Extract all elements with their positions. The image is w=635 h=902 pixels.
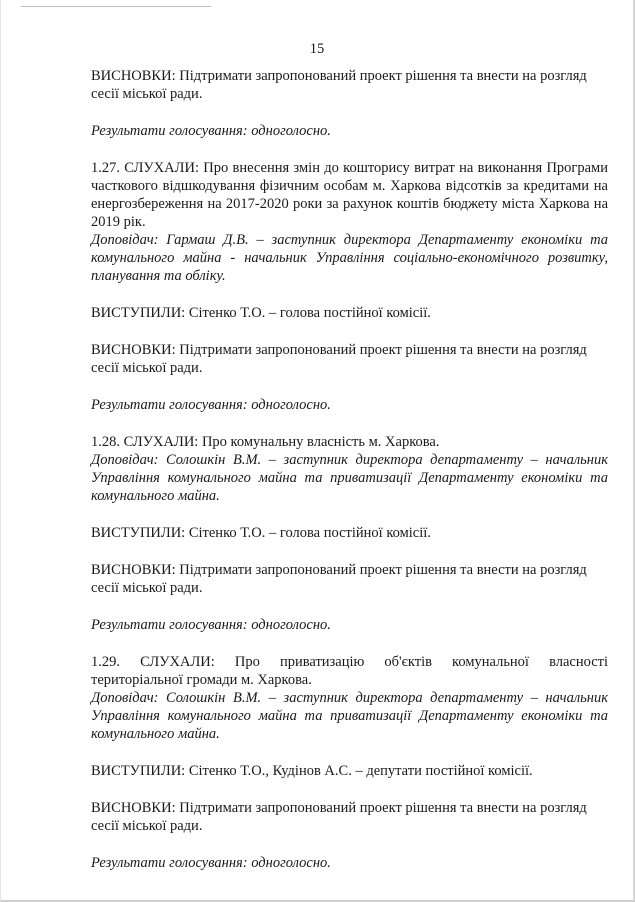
conclusion-text: Підтримати запропонований проект рішення та внести на розгляд [179,562,587,578]
item-1-29-heard-line2: територіальної громади м. Харкова. [91,672,312,688]
item-1-28-reporter: Доповідач: Солошкін В.М. – заступник директора департаменту – начальник Управління комунального майна та приватизації Департаменту економіки та комунального майна. [91,452,608,504]
item-1-29-conclusion [91,799,608,835]
conclusion-text: Підтримати запропонований проект рішення та внести на розгляд [179,800,587,816]
conclusion-text: Підтримати запропонований проект рішення та внести на розгляд [179,68,587,84]
item-1-29-voting-result: Результати голосування: одноголосно. [91,855,331,871]
item-1-27-reporter: Доповідач: Гармаш Д.В. – заступник директора Департаменту економіки та комунального майна - начальник Управління соціально-економічного розвитку, планування та обліку. [91,232,608,284]
item-1-28-heard: 1.28. СЛУХАЛИ: Про комунальну власність м. Харкова. [91,434,440,450]
heard-word: приватизацію [279,654,365,670]
voting-result: Результати голосування: одноголосно. [91,123,331,139]
conclusion-label: ВИСНОВКИ: [91,800,176,816]
top-edge-line [21,6,211,7]
conclusion-text: Підтримати запропонований проект рішення та внести на розгляд [179,342,587,358]
item-1-27-heard: 1.27. СЛУХАЛИ: Про внесення змін до кошторису витрат на виконання Програми часткового відшкодування фізичним особам м. Харкова відсотків за кредитами на енергозбереження на 2017-2020 роки за рахунок коштів бюджету міста Харкова на 2019 рік. [91,160,608,230]
document-body [91,67,608,872]
heard-word: власності [549,654,608,670]
conclusion-text-line2: сесії міської ради. [91,818,203,834]
conclusion-text-line2: сесії міської ради. [91,580,203,596]
conclusion-label: ВИСНОВКИ: [91,342,176,358]
item-1-27-spoke: ВИСТУПИЛИ: Сітенко Т.О. – голова постійної комісії. [91,305,431,321]
conclusion-label: ВИСНОВКИ: [91,562,176,578]
conclusion-text-line2: сесії міської ради. [91,86,203,102]
heard-word: 1.29. СЛУХАЛИ: Про [91,654,260,670]
item-1-27-voting-result: Результати голосування: одноголосно. [91,397,331,413]
item-1-28-spoke: ВИСТУПИЛИ: Сітенко Т.О. – голова постійної комісії. [91,525,431,541]
item-1-29-reporter: Доповідач: Солошкін В.М. – заступник директора департаменту – начальник Управління комунального майна та приватизації Департаменту економіки та комунального майна. [91,690,608,742]
conclusion-label: ВИСНОВКИ: [91,68,176,84]
heard-word: комунальної [452,654,529,670]
heard-word: об'єктів [384,654,432,670]
item-1-28-conclusion [91,561,608,597]
conclusion-paragraph [91,67,608,103]
page-number: 15 [309,41,325,57]
conclusion-text-line2: сесії міської ради. [91,360,203,376]
item-1-27-conclusion [91,341,608,377]
item-1-29-spoke: ВИСТУПИЛИ: Сітенко Т.О., Кудінов А.С. – депутати постійної комісії. [91,763,533,779]
item-1-29-heard-line1 [91,653,608,671]
item-1-28-voting-result: Результати голосування: одноголосно. [91,617,331,633]
